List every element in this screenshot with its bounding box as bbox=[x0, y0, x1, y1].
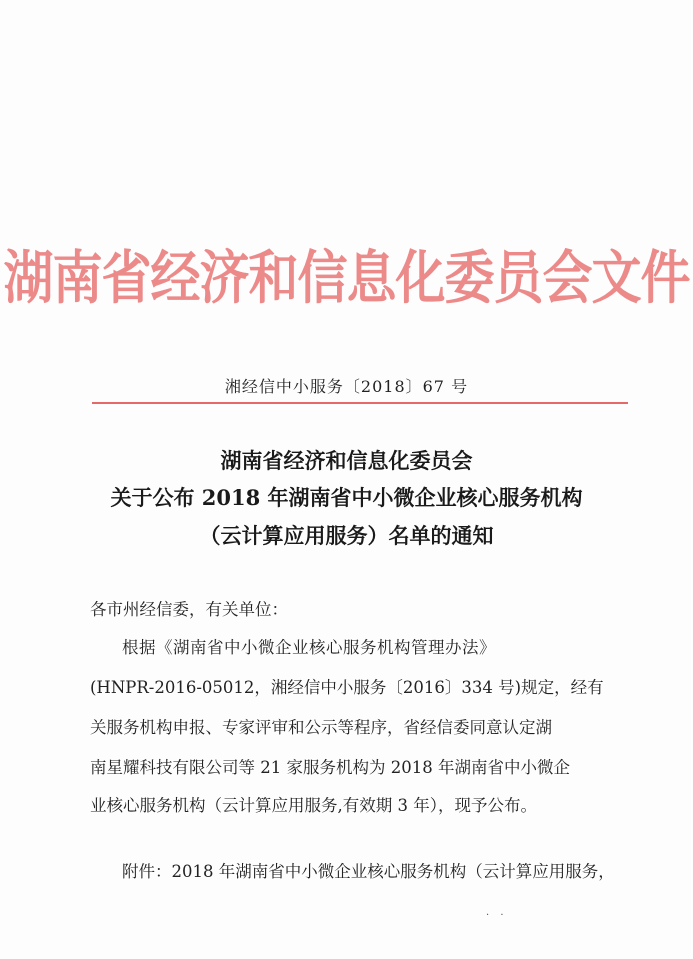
salutation: 各市州经信委，有关单位： bbox=[90, 600, 288, 619]
red-letterhead-title: 湖南省经济和信息化委员会文件 bbox=[3, 244, 690, 312]
document-number: 湘经信中小服务〔2018〕67 号 bbox=[224, 377, 469, 396]
notice-title-line-1: 湖南省经济和信息化委员会 bbox=[220, 448, 473, 473]
paragraph-line-4: 南星耀科技有限公司等 21 家服务机构为 2018 年湖南省中小微企 bbox=[90, 758, 570, 777]
notice-title-line-2: 关于公布 2018 年湖南省中小微企业核心服务机构 bbox=[110, 485, 583, 510]
scan-marks: · · bbox=[486, 910, 508, 921]
paragraph-line-1: 根据《湖南省中小微企业核心服务机构管理办法》 bbox=[122, 638, 496, 657]
red-divider-line bbox=[92, 402, 628, 404]
notice-title-line-3: （云计算应用服务）名单的通知 bbox=[199, 523, 494, 548]
paragraph-line-5: 业核心服务机构（云计算应用服务,有效期 3 年），现予公布。 bbox=[90, 796, 537, 815]
paragraph-line-2: (HNPR-2016-05012，湘经信中小服务〔2016〕334 号)规定，经有 bbox=[90, 678, 604, 697]
attachment-line: 附件：2018 年湖南省中小微企业核心服务机构（云计算应用服务， bbox=[122, 862, 615, 881]
paragraph-line-3: 关服务机构申报、专家评审和公示等程序，省经信委同意认定湖 bbox=[90, 718, 552, 737]
